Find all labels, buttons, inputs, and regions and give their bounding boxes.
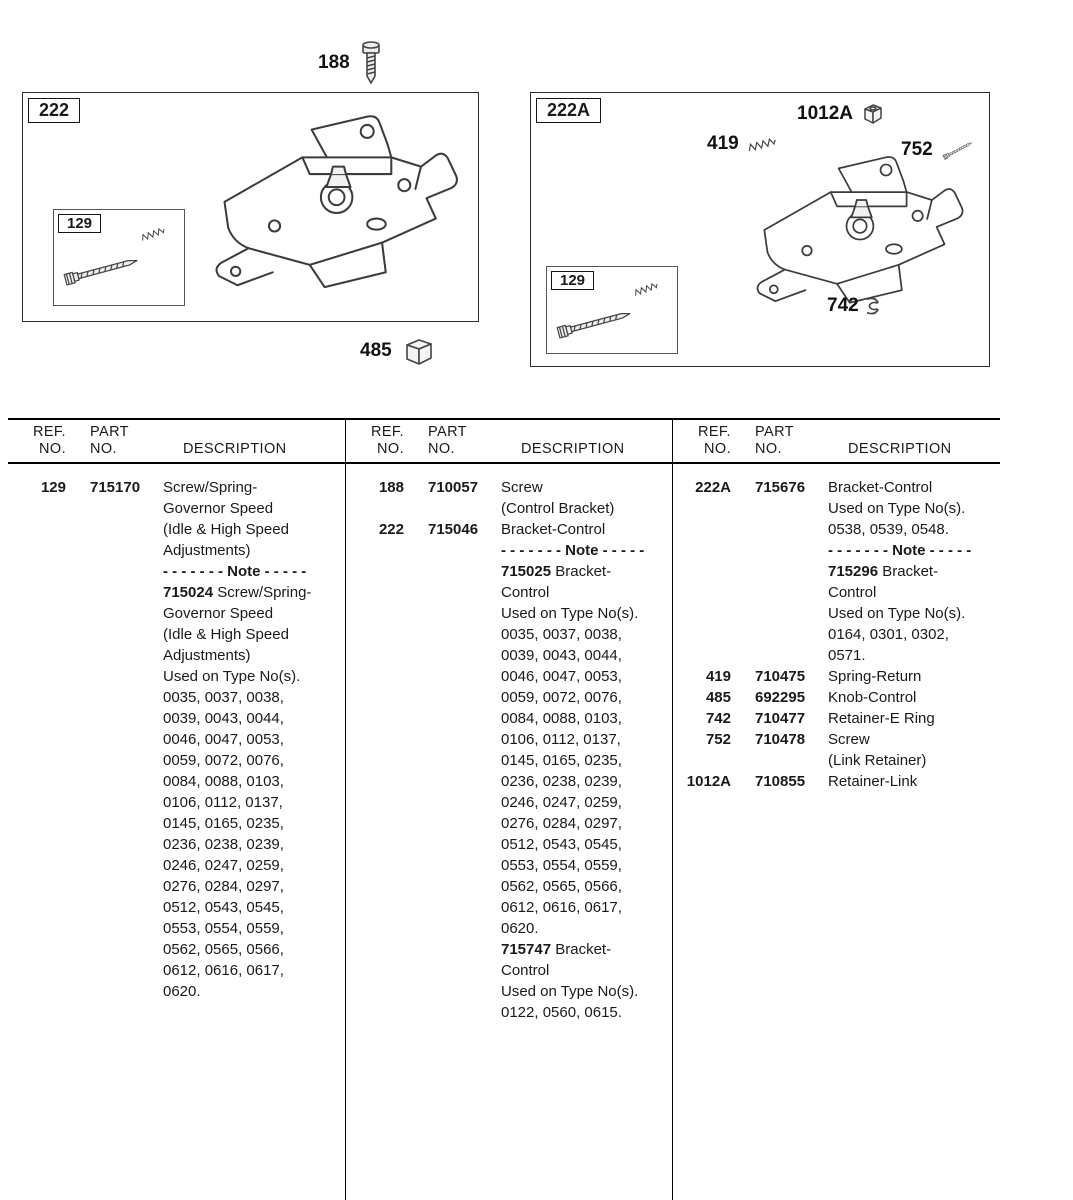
description-line: Governor Speed [163, 500, 274, 517]
callout-188 [318, 40, 384, 86]
description-line: - - - - - - - Note - - - - - [163, 563, 307, 580]
description-line: 0122, 0560, 0615. [501, 1004, 622, 1021]
description-line: 0059, 0072, 0076, [501, 689, 622, 706]
description-line: Used on Type No(s). [501, 605, 639, 622]
description-line: 0538, 0539, 0548. [828, 521, 949, 538]
description-line: - - - - - - - Note - - - - - [501, 542, 645, 559]
callout-742 [827, 295, 893, 317]
diagram-box-222-tag [28, 98, 80, 123]
description-line: 0145, 0165, 0235, [163, 815, 284, 832]
description-line: Adjustments) [163, 647, 251, 664]
description-line: 0236, 0238, 0239, [501, 773, 622, 790]
description-cell [828, 666, 1000, 687]
ref-header-line1: REF. [697, 424, 731, 440]
description-line: 0039, 0043, 0044, [501, 647, 622, 664]
part-header-line2: NO. [90, 441, 117, 457]
ref-no-cell: 222 [378, 521, 404, 538]
ref-header-line1: REF. [32, 424, 66, 440]
parts-table-row [346, 519, 672, 1023]
diagram-box-222-label: 222 [39, 100, 70, 120]
description-line: 0084, 0088, 0103, [163, 773, 284, 790]
ref-header-line2: NO. [377, 441, 404, 457]
description-line: Retainer-Link [828, 773, 918, 790]
description-line: Governor Speed [163, 605, 274, 622]
diagram-box-222a [530, 92, 990, 367]
description-line: (Idle & High Speed [163, 626, 289, 643]
inset-box-129 [53, 209, 185, 306]
description-line: Used on Type No(s). [828, 500, 966, 517]
callout-419-label: 419 [707, 133, 739, 154]
description-line: (Control Bracket) [501, 500, 615, 517]
parts-table-row [673, 771, 1000, 792]
description-line: 0612, 0616, 0617, [163, 962, 284, 979]
callout-742-label: 742 [827, 295, 859, 316]
ref-header-line2: NO. [39, 441, 66, 457]
description-line: 0276, 0284, 0297, [163, 878, 284, 895]
parts-table-row [673, 477, 1000, 666]
description-header: DESCRIPTION [848, 441, 952, 457]
callout-485 [360, 332, 438, 370]
diagram-box-222 [22, 92, 479, 322]
callout-1012a [797, 101, 885, 127]
description-line: 0106, 0112, 0137, [163, 794, 283, 811]
description-line: 715747 Bracket- [501, 941, 612, 958]
description-line: 0246, 0247, 0259, [501, 794, 622, 811]
description-line: 0164, 0301, 0302, [828, 626, 949, 643]
description-line: 0512, 0543, 0545, [163, 899, 284, 916]
description-line: Bracket-Control [828, 479, 933, 496]
part-no-cell: 715046 [428, 521, 479, 538]
description-line: Screw [828, 731, 870, 748]
callout-485-label: 485 [360, 340, 392, 361]
part-no-header [428, 424, 488, 458]
parts-table-row [346, 477, 672, 519]
part-no-cell: 710475 [755, 668, 806, 685]
description-line: Used on Type No(s). [163, 668, 301, 685]
ref-header-line1: REF. [370, 424, 404, 440]
description-line: 0553, 0554, 0559, [501, 857, 622, 874]
description-line: (Link Retainer) [828, 752, 927, 769]
part-no-cell: 710478 [755, 731, 806, 748]
part-header-line1: PART [755, 424, 794, 440]
description-cell [163, 477, 345, 1002]
ref-no-cell: 419 [705, 668, 731, 685]
description-line: - - - - - - - Note - - - - - [828, 542, 972, 559]
description-line: 0512, 0543, 0545, [501, 836, 622, 853]
ref-no-header [14, 424, 66, 458]
description-line: Bracket-Control [501, 521, 606, 538]
diagram-box-222a-label: 222A [547, 100, 591, 120]
description-line: Used on Type No(s). [501, 983, 639, 1000]
description-line: 0035, 0037, 0038, [501, 626, 622, 643]
description-cell [828, 708, 1000, 729]
ref-no-cell: 1012A [686, 773, 731, 790]
part-no-cell: 710057 [428, 479, 479, 496]
description-cell [828, 477, 1000, 666]
parts-table-row [673, 729, 1000, 771]
bracket-assembly-drawing [737, 151, 975, 317]
part-no-header [755, 424, 815, 458]
description-cell [501, 477, 672, 519]
table-header [8, 420, 345, 464]
ref-no-cell: 485 [705, 689, 731, 706]
description-line: 715296 Bracket- [828, 563, 939, 580]
screw-icon [358, 40, 384, 86]
part-no-header [90, 424, 150, 458]
description-line: 0145, 0165, 0235, [501, 752, 622, 769]
description-line: Screw [501, 479, 543, 496]
description-line: Retainer-E Ring [828, 710, 935, 727]
description-line: 0046, 0047, 0053, [163, 731, 284, 748]
description-line: 715025 Bracket- [501, 563, 612, 580]
part-no-cell: 715170 [90, 479, 141, 496]
callout-188-label: 188 [318, 52, 350, 73]
description-line: Control [501, 584, 550, 601]
inset-box-129-label: 129 [67, 215, 93, 232]
ref-no-header [352, 424, 404, 458]
e-ring-icon [867, 296, 893, 316]
description-line: Spring-Return [828, 668, 922, 685]
inset-box-129-label: 129 [560, 272, 586, 289]
table-header [673, 420, 1000, 464]
description-line: Control [828, 584, 877, 601]
parts-table-row [673, 666, 1000, 687]
ref-no-cell: 222A [695, 479, 731, 496]
part-header-line1: PART [90, 424, 129, 440]
description-line: 0236, 0238, 0239, [163, 836, 284, 853]
part-header-line2: NO. [428, 441, 455, 457]
diagram-box-222a-tag [536, 98, 601, 123]
inset-box-129-tag [58, 214, 101, 233]
part-no-cell: 692295 [755, 689, 806, 706]
table-body [8, 464, 345, 1002]
parts-table-column-3 [672, 420, 1000, 1200]
table-body [346, 464, 672, 1023]
governor-screw-icon [553, 301, 636, 345]
table-header [346, 420, 672, 464]
description-line: 715024 Screw/Spring- [163, 584, 312, 601]
parts-table-row [673, 708, 1000, 729]
screw-icon [940, 137, 976, 164]
description-cell [828, 687, 1000, 708]
part-no-cell: 715676 [755, 479, 806, 496]
description-line: 0046, 0047, 0053, [501, 668, 622, 685]
part-header-line1: PART [428, 424, 467, 440]
governor-screw-icon [60, 248, 143, 292]
description-cell [828, 771, 1000, 792]
ref-no-cell: 188 [378, 479, 404, 496]
description-line: 0246, 0247, 0259, [163, 857, 284, 874]
ref-no-header [679, 424, 731, 458]
parts-table [8, 418, 1000, 1200]
callout-752-label: 752 [901, 139, 933, 160]
description-line: (Idle & High Speed [163, 521, 289, 538]
bracket-assembly-drawing [193, 103, 471, 310]
description-line: 0084, 0088, 0103, [501, 710, 622, 727]
description-header: DESCRIPTION [521, 441, 625, 457]
ref-header-line2: NO. [704, 441, 731, 457]
part-no-cell: 710477 [755, 710, 806, 727]
nut-icon [861, 101, 885, 127]
description-line: 0562, 0565, 0566, [501, 878, 622, 895]
ref-no-cell: 742 [705, 710, 731, 727]
spring-icon [139, 224, 168, 244]
inset-box-129-tag [551, 271, 594, 290]
inset-box-129 [546, 266, 678, 354]
ref-no-cell: 129 [40, 479, 66, 496]
description-cell [501, 519, 672, 1023]
callout-752 [901, 139, 975, 161]
description-line: Screw/Spring- [163, 479, 258, 496]
parts-table-row [8, 477, 345, 1002]
description-line: 0553, 0554, 0559, [163, 920, 284, 937]
description-line: Knob-Control [828, 689, 917, 706]
table-body [673, 464, 1000, 792]
ref-no-cell: 752 [705, 731, 731, 748]
description-line: 0562, 0565, 0566, [163, 941, 284, 958]
description-line: 0620. [163, 983, 201, 1000]
description-line: Control [501, 962, 550, 979]
spring-icon [746, 134, 778, 154]
description-line: 0039, 0043, 0044, [163, 710, 284, 727]
description-line: 0571. [828, 647, 866, 664]
part-header-line2: NO. [755, 441, 782, 457]
description-line: Used on Type No(s). [828, 605, 966, 622]
parts-table-column-2 [345, 420, 672, 1200]
description-cell [828, 729, 1000, 771]
knob-icon [400, 332, 438, 370]
description-line: 0612, 0616, 0617, [501, 899, 622, 916]
description-header: DESCRIPTION [183, 441, 287, 457]
description-line: 0059, 0072, 0076, [163, 752, 284, 769]
spring-icon [632, 279, 661, 299]
callout-1012a-label: 1012A [797, 103, 853, 124]
parts-table-column-1 [8, 420, 345, 1200]
callout-419 [707, 133, 777, 155]
part-no-cell: 710855 [755, 773, 806, 790]
description-line: 0620. [501, 920, 539, 937]
parts-table-row [673, 687, 1000, 708]
description-line: 0276, 0284, 0297, [501, 815, 622, 832]
description-line: 0106, 0112, 0137, [501, 731, 621, 748]
description-line: Adjustments) [163, 542, 251, 559]
description-line: 0035, 0037, 0038, [163, 689, 284, 706]
